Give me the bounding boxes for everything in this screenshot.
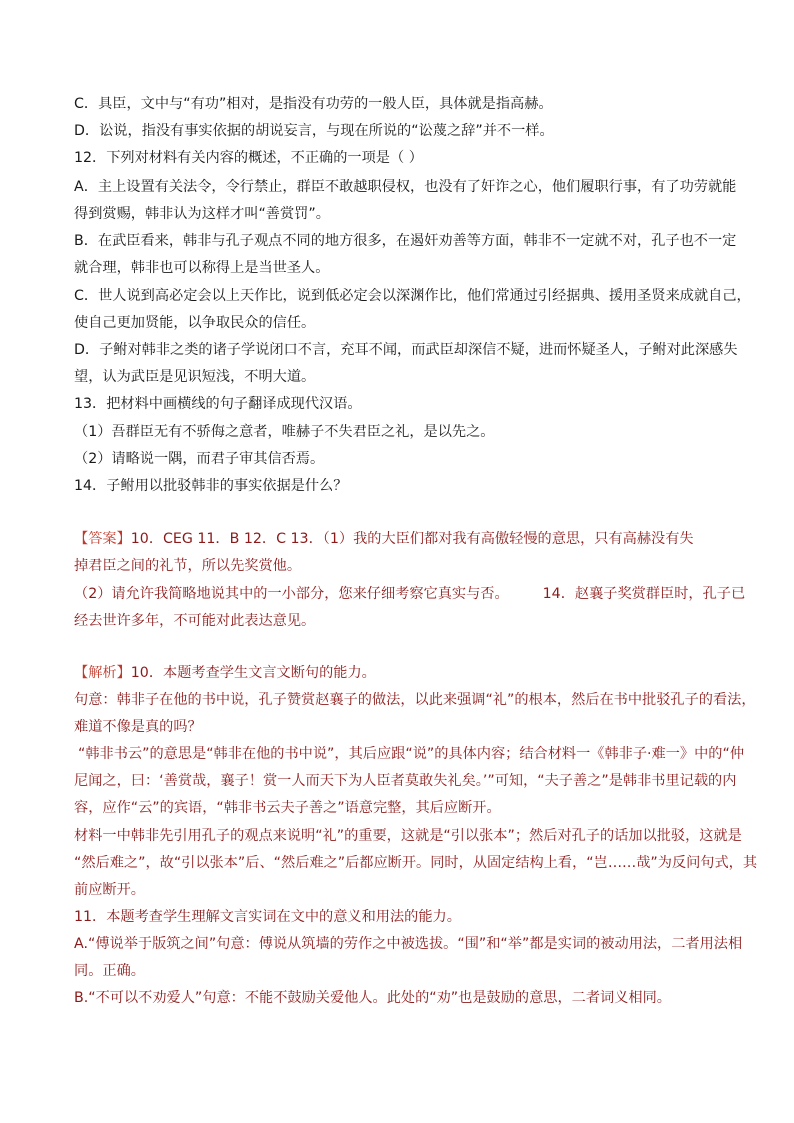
analysis-q10-head: 10．本题考查学生文言文断句的能力。	[130, 665, 376, 681]
analysis-line: “然后难之”，故“引以张本”后、“然后难之”后都应断开。同时，从固定结构上看，“岂……哉”为反问句式，其	[74, 855, 758, 871]
q13-stem: 13．把材料中画横线的句子翻译成现代汉语。	[74, 396, 362, 412]
answer-text-3b: 14．赵襄子奖赏群臣时，孔子已	[542, 586, 746, 602]
answer-line3	[74, 584, 746, 604]
analysis-line: 前应断开。	[74, 882, 145, 898]
q12-option-a-line2: 得到赏赐，韩非认为这样才叫“善赏罚”。	[74, 206, 330, 222]
analysis-line: 材料一中韩非先引用孔子的观点来说明“礼”的重要，这就是“引以张本”；然后对孔子的话加以批驳，这就是	[74, 828, 742, 844]
q12-option-a-line1: A．主上设置有关法令，令行禁止，群臣不敢越职侵权，也没有了奸诈之心，他们履职行事，有了功劳就能	[74, 179, 737, 195]
q11-option-c: C．具臣，文中与“有功”相对，是指没有功劳的一般人臣，具体就是指高赫。	[74, 96, 553, 112]
answer-line1	[74, 529, 724, 549]
answer-line4: 经去世许多年，不可能对此表达意见。	[74, 613, 316, 629]
q12-option-b-line2: 就合理，韩非也可以称得上是当世圣人。	[74, 260, 330, 276]
analysis-q11-head: 11．本题考查学生理解文言实词在文中的意义和用法的能力。	[74, 909, 461, 925]
q11-option-d: D．讼说，指没有事实依据的胡说妄言，与现在所说的“讼蔑之辞”并不一样。	[74, 123, 554, 139]
q14-stem: 14．子鲋用以批驳韩非的事实依据是什么？	[74, 478, 348, 494]
answer-line2: 掉君臣之间的礼节，所以先奖赏他。	[74, 558, 302, 574]
analysis-line: “韩非书云”的意思是“韩非在他的书中说”，其后应跟“说”的具体内容；结合材料一《韩非子·难一》中的“仲	[78, 746, 745, 762]
analysis-line: 句意：韩非子在他的书中说，孔子赞赏赵襄子的做法，以此来强调“礼”的根本，然后在书中批驳孔子的看法，	[74, 692, 756, 708]
answer-text-1: 10．CEG 11．B 12．C 13．（1）我的大臣们都对我有高傲轻慢的意思，只有高赫没有失	[130, 531, 694, 547]
q12-option-c-line1: C．世人说到高必定会以上天作比，说到低必定会以深渊作比，他们常通过引经据典、援用圣贤来成就自己，	[74, 288, 751, 304]
analysis-line: 难道不像是真的吗？	[74, 719, 202, 735]
q12-stem: 12．下列对材料有关内容的概述，不正确的一项是（ ）	[74, 150, 423, 166]
analysis-line: 尼闻之，曰：‘善赏哉，襄子！赏一人而天下为人臣者莫敢失礼矣。’”可知，“夫子善之”是韩非书里记载的内	[74, 773, 737, 789]
analysis-line: 容，应作“云”的宾语，“韩非书云夫子善之”语意完整，其后应断开。	[74, 800, 501, 816]
analysis-q11-a-line2: 同。正确。	[74, 963, 145, 979]
analysis-q11-a-line1: A.“傅说举于版筑之间”句意：傅说从筑墙的劳作之中被选拔。“围”和“举”都是实词的被动用法，二者用法相	[74, 936, 743, 952]
analysis-q11-b-line1: B.“不可以不劝爱人”句意：不能不鼓励关爱他人。此处的“劝”也是鼓励的意思，二者词义相同。	[74, 990, 671, 1006]
q12-option-d-line1: D．子鲋对韩非之类的诸子学说闭口不言，充耳不闻，而武臣却深信不疑，进而怀疑圣人，子鲋对此深感失	[74, 342, 738, 358]
q13-item-1: （1）吾群臣无有不骄侮之意者，唯赫子不失君臣之礼，是以先之。	[74, 424, 495, 440]
q13-item-2: （2）请略说一隅，而君子审其信否焉。	[74, 451, 325, 467]
answer-text-3a: （2）请允许我简略地说其中的一小部分，您来仔细考察它真实与否。	[74, 586, 509, 602]
answer-label: 【答案】	[74, 531, 131, 547]
analysis-label: 【解析】	[74, 665, 131, 681]
q12-option-c-line2: 使自己更加贤能，以争取民众的信任。	[74, 315, 316, 331]
q12-option-d-line2: 望，认为武臣是见识短浅，不明大道。	[74, 369, 316, 385]
q12-option-b-line1: B．在武臣看来，韩非与孔子观点不同的地方很多，在遏奸劝善等方面，韩非不一定就不对，孔子也不一定	[74, 233, 737, 249]
analysis-head	[74, 663, 724, 683]
